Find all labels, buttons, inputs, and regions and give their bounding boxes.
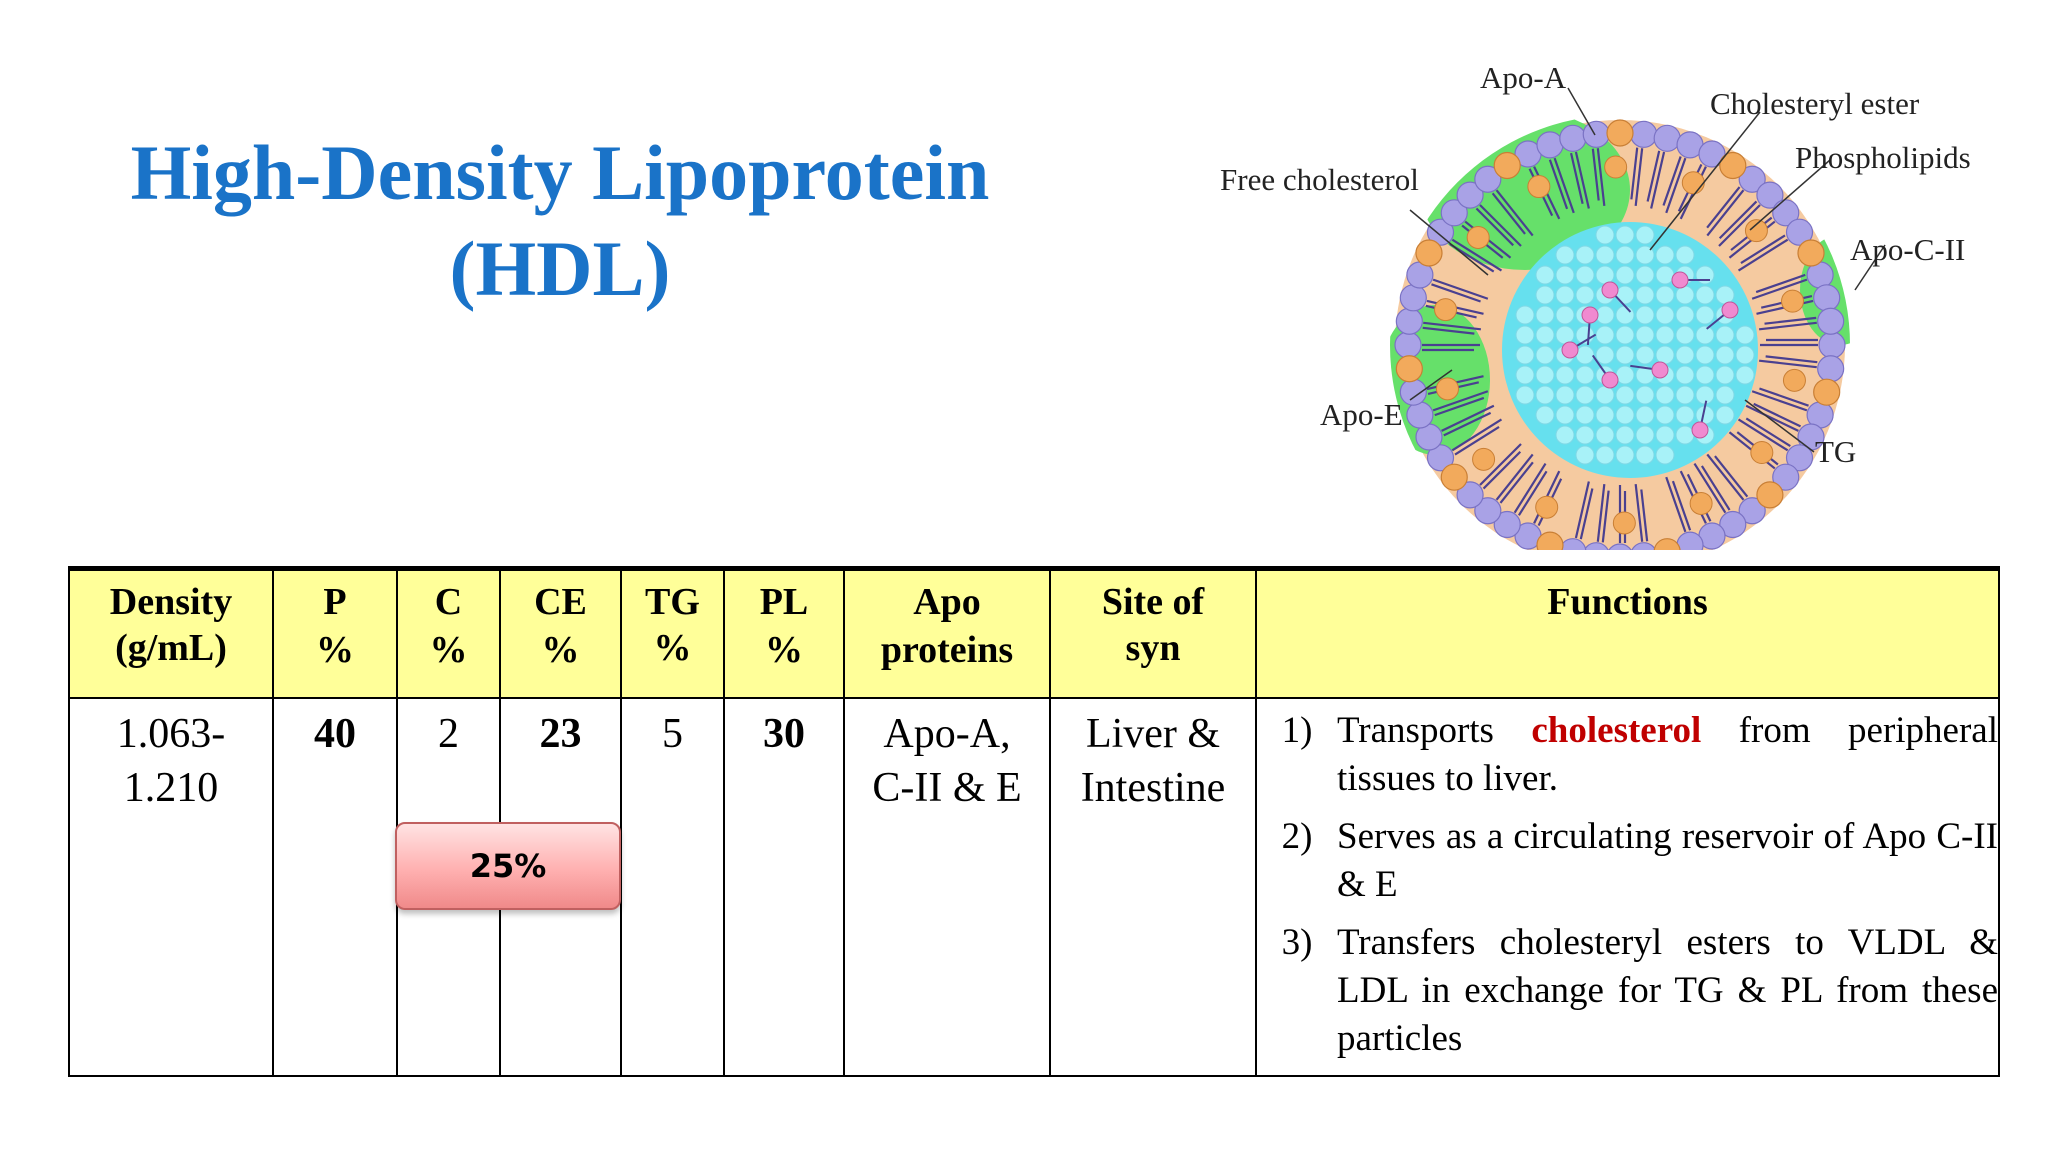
header-density: Density (g/mL) [69,569,273,699]
free-cholesterol [1757,482,1783,508]
free-cholesterol [1682,172,1704,194]
core-particle [1616,426,1634,444]
core-particle [1656,306,1674,324]
core-particle [1616,226,1634,244]
core-particle [1696,326,1714,344]
free-cholesterol [1528,176,1550,198]
cell-density: 1.063- 1.210 [69,698,273,1076]
phospholipid-head [1560,125,1586,151]
function-item: 3) Transfers cholesteryl esters to VLDL & LDL in exchange for TG & PL from these particles [1281,922,1998,1059]
function-item: 2) Serves as a circulating reservoir of Apo C-II & E [1281,816,1998,905]
ester-head [1692,422,1708,438]
ester-head [1602,282,1618,298]
header-site-of-syn: Site of syn [1050,569,1256,699]
core-particle [1576,426,1594,444]
core-particle [1596,386,1614,404]
header-p: P % [273,569,397,699]
free-cholesterol [1745,220,1767,242]
core-particle [1736,346,1754,364]
core-particle [1656,346,1674,364]
core-particle [1556,366,1574,384]
free-cholesterol [1690,492,1712,514]
core-particle [1536,306,1554,324]
label-tg: TG [1815,434,1857,469]
core-particle [1656,406,1674,424]
free-cholesterol [1494,152,1520,178]
label-apo-e: Apo-E [1320,397,1403,432]
percentage-badge: 25% [395,822,621,910]
free-cholesterol [1613,512,1635,534]
core-particle [1616,326,1634,344]
core-particle [1616,306,1634,324]
header-apo-proteins: Apo proteins [844,569,1050,699]
phospholipid-head [1818,356,1844,382]
core-particle [1516,326,1534,344]
core-particle [1576,266,1594,284]
core-particle [1516,346,1534,364]
core-particle [1696,286,1714,304]
core-particle [1536,386,1554,404]
phospholipid-head [1400,379,1426,405]
phospholipid-head [1395,332,1421,358]
free-cholesterol [1467,226,1489,248]
core-particle [1516,366,1534,384]
core-particle [1556,326,1574,344]
core-particle [1656,426,1674,444]
core-particle [1636,406,1654,424]
table-row [69,698,1999,1076]
core-particle [1616,346,1634,364]
core-particle [1676,386,1694,404]
core-particle [1556,286,1574,304]
core-particle [1556,246,1574,264]
core-particle [1556,306,1574,324]
core-particle [1696,346,1714,364]
free-cholesterol [1441,464,1467,490]
label-free-cholesterol: Free cholesterol [1220,162,1419,197]
core-particle [1596,246,1614,264]
title-line-1: High-Density Lipoprotein [130,129,990,216]
free-cholesterol [1396,356,1422,382]
core-particle [1556,406,1574,424]
core-particle [1656,286,1674,304]
free-cholesterol [1536,496,1558,518]
ester-head [1602,372,1618,388]
core-particle [1636,306,1654,324]
phospholipid-head [1819,332,1845,358]
ester-head [1722,302,1738,318]
cell-c: 2 [397,698,500,1076]
title-line-2: (HDL) [449,225,671,312]
core-particle [1716,366,1734,384]
core-particle [1576,386,1594,404]
free-cholesterol [1783,369,1805,391]
header-c: C % [397,569,500,699]
core-particle [1596,326,1614,344]
free-cholesterol [1416,240,1442,266]
core-particle [1536,326,1554,344]
phospholipid-head [1631,121,1657,147]
core-particle [1536,346,1554,364]
table-header-row [69,569,1999,699]
cell-apo-proteins: Apo-A, C-II & E [844,698,1050,1076]
core-particle [1636,386,1654,404]
core-particle [1616,366,1634,384]
core-particle [1596,346,1614,364]
core-particle [1536,266,1554,284]
core-particle [1736,366,1754,384]
core-particle [1636,286,1654,304]
core-particle [1536,406,1554,424]
functions-list [1257,707,1998,1063]
cell-functions [1256,698,1999,1076]
header-tg: TG % [621,569,724,699]
core-particle [1676,326,1694,344]
core-particle [1596,266,1614,284]
header-ce: CE % [500,569,621,699]
core-particle [1596,426,1614,444]
ester-head [1652,362,1668,378]
phospholipid-head [1400,285,1426,311]
core-particle [1536,286,1554,304]
phospholipid-head [1814,285,1840,311]
core-particle [1636,266,1654,284]
core-particle [1656,266,1674,284]
cell-ce: 23 [500,698,621,1076]
core-particle [1696,366,1714,384]
highlight-cholesterol: cholesterol [1531,710,1702,751]
phospholipid-head [1654,125,1680,151]
free-cholesterol [1436,378,1458,400]
cell-pl: 30 [724,698,844,1076]
label-cholesteryl-ester: Cholesteryl ester [1710,86,1920,121]
core-particle [1616,406,1634,424]
core-particle [1676,366,1694,384]
free-cholesterol [1814,379,1840,405]
core-particle [1696,386,1714,404]
ester-head [1582,307,1598,323]
header-functions: Functions [1256,569,1999,699]
core-particle [1556,426,1574,444]
phospholipid-head [1818,308,1844,334]
core-particle [1716,386,1734,404]
core-particle [1596,446,1614,464]
core-particle [1616,246,1634,264]
core-particle [1516,386,1534,404]
core-particle [1616,446,1634,464]
cell-tg: 5 [621,698,724,1076]
core-particle [1596,226,1614,244]
core-particle [1576,346,1594,364]
core-particle [1676,286,1694,304]
core-particle [1576,406,1594,424]
ester-head [1672,272,1688,288]
core-particle [1656,386,1674,404]
free-cholesterol [1607,120,1633,146]
core-particle [1636,326,1654,344]
core-particle [1576,366,1594,384]
core-particle [1716,406,1734,424]
core-particle [1596,406,1614,424]
hdl-structure-diagram [1190,50,2040,550]
core-particle [1676,346,1694,364]
core-particle [1556,386,1574,404]
hdl-properties-table [68,566,2000,1077]
free-cholesterol [1798,240,1824,266]
core-particle [1656,246,1674,264]
core-particle [1616,386,1634,404]
cell-p: 40 [273,698,397,1076]
label-phospholipids: Phospholipids [1795,140,1971,175]
core-particle [1716,326,1734,344]
core-particle [1636,226,1654,244]
core-particle [1696,306,1714,324]
label-apo-c2: Apo-C-II [1850,232,1966,267]
core-particle [1656,446,1674,464]
core-particle [1676,306,1694,324]
core-particle [1616,286,1634,304]
core-particle [1636,346,1654,364]
core-particle [1576,286,1594,304]
label-apo-a: Apo-A [1480,60,1567,95]
core-particle [1576,246,1594,264]
core-particle [1716,346,1734,364]
core-particle [1636,446,1654,464]
phospholipid-head [1537,132,1563,158]
free-cholesterol [1782,290,1804,312]
free-cholesterol [1751,442,1773,464]
core-particle [1596,306,1614,324]
header-pl: PL % [724,569,844,699]
core-particle [1556,266,1574,284]
core-particle [1576,446,1594,464]
core-particle [1616,266,1634,284]
free-cholesterol [1435,299,1457,321]
core-particle [1656,326,1674,344]
free-cholesterol [1473,448,1495,470]
phospholipid-head [1396,308,1422,334]
core-particle [1696,266,1714,284]
core-particle [1676,246,1694,264]
core-particle [1516,306,1534,324]
core-particle [1736,326,1754,344]
core-particle [1536,366,1554,384]
free-cholesterol [1605,156,1627,178]
page-title [60,125,1060,317]
core-particle [1676,426,1694,444]
phospholipid-head [1583,121,1609,147]
core-particle [1676,406,1694,424]
core-particle [1636,426,1654,444]
core-particle [1716,286,1734,304]
cell-site-of-syn: Liver & Intestine [1050,698,1256,1076]
phospholipid-head [1407,402,1433,428]
function-item: 1) Transports cholesterol from peripheral tissues to liver. [1281,710,1998,799]
ester-head [1562,342,1578,358]
